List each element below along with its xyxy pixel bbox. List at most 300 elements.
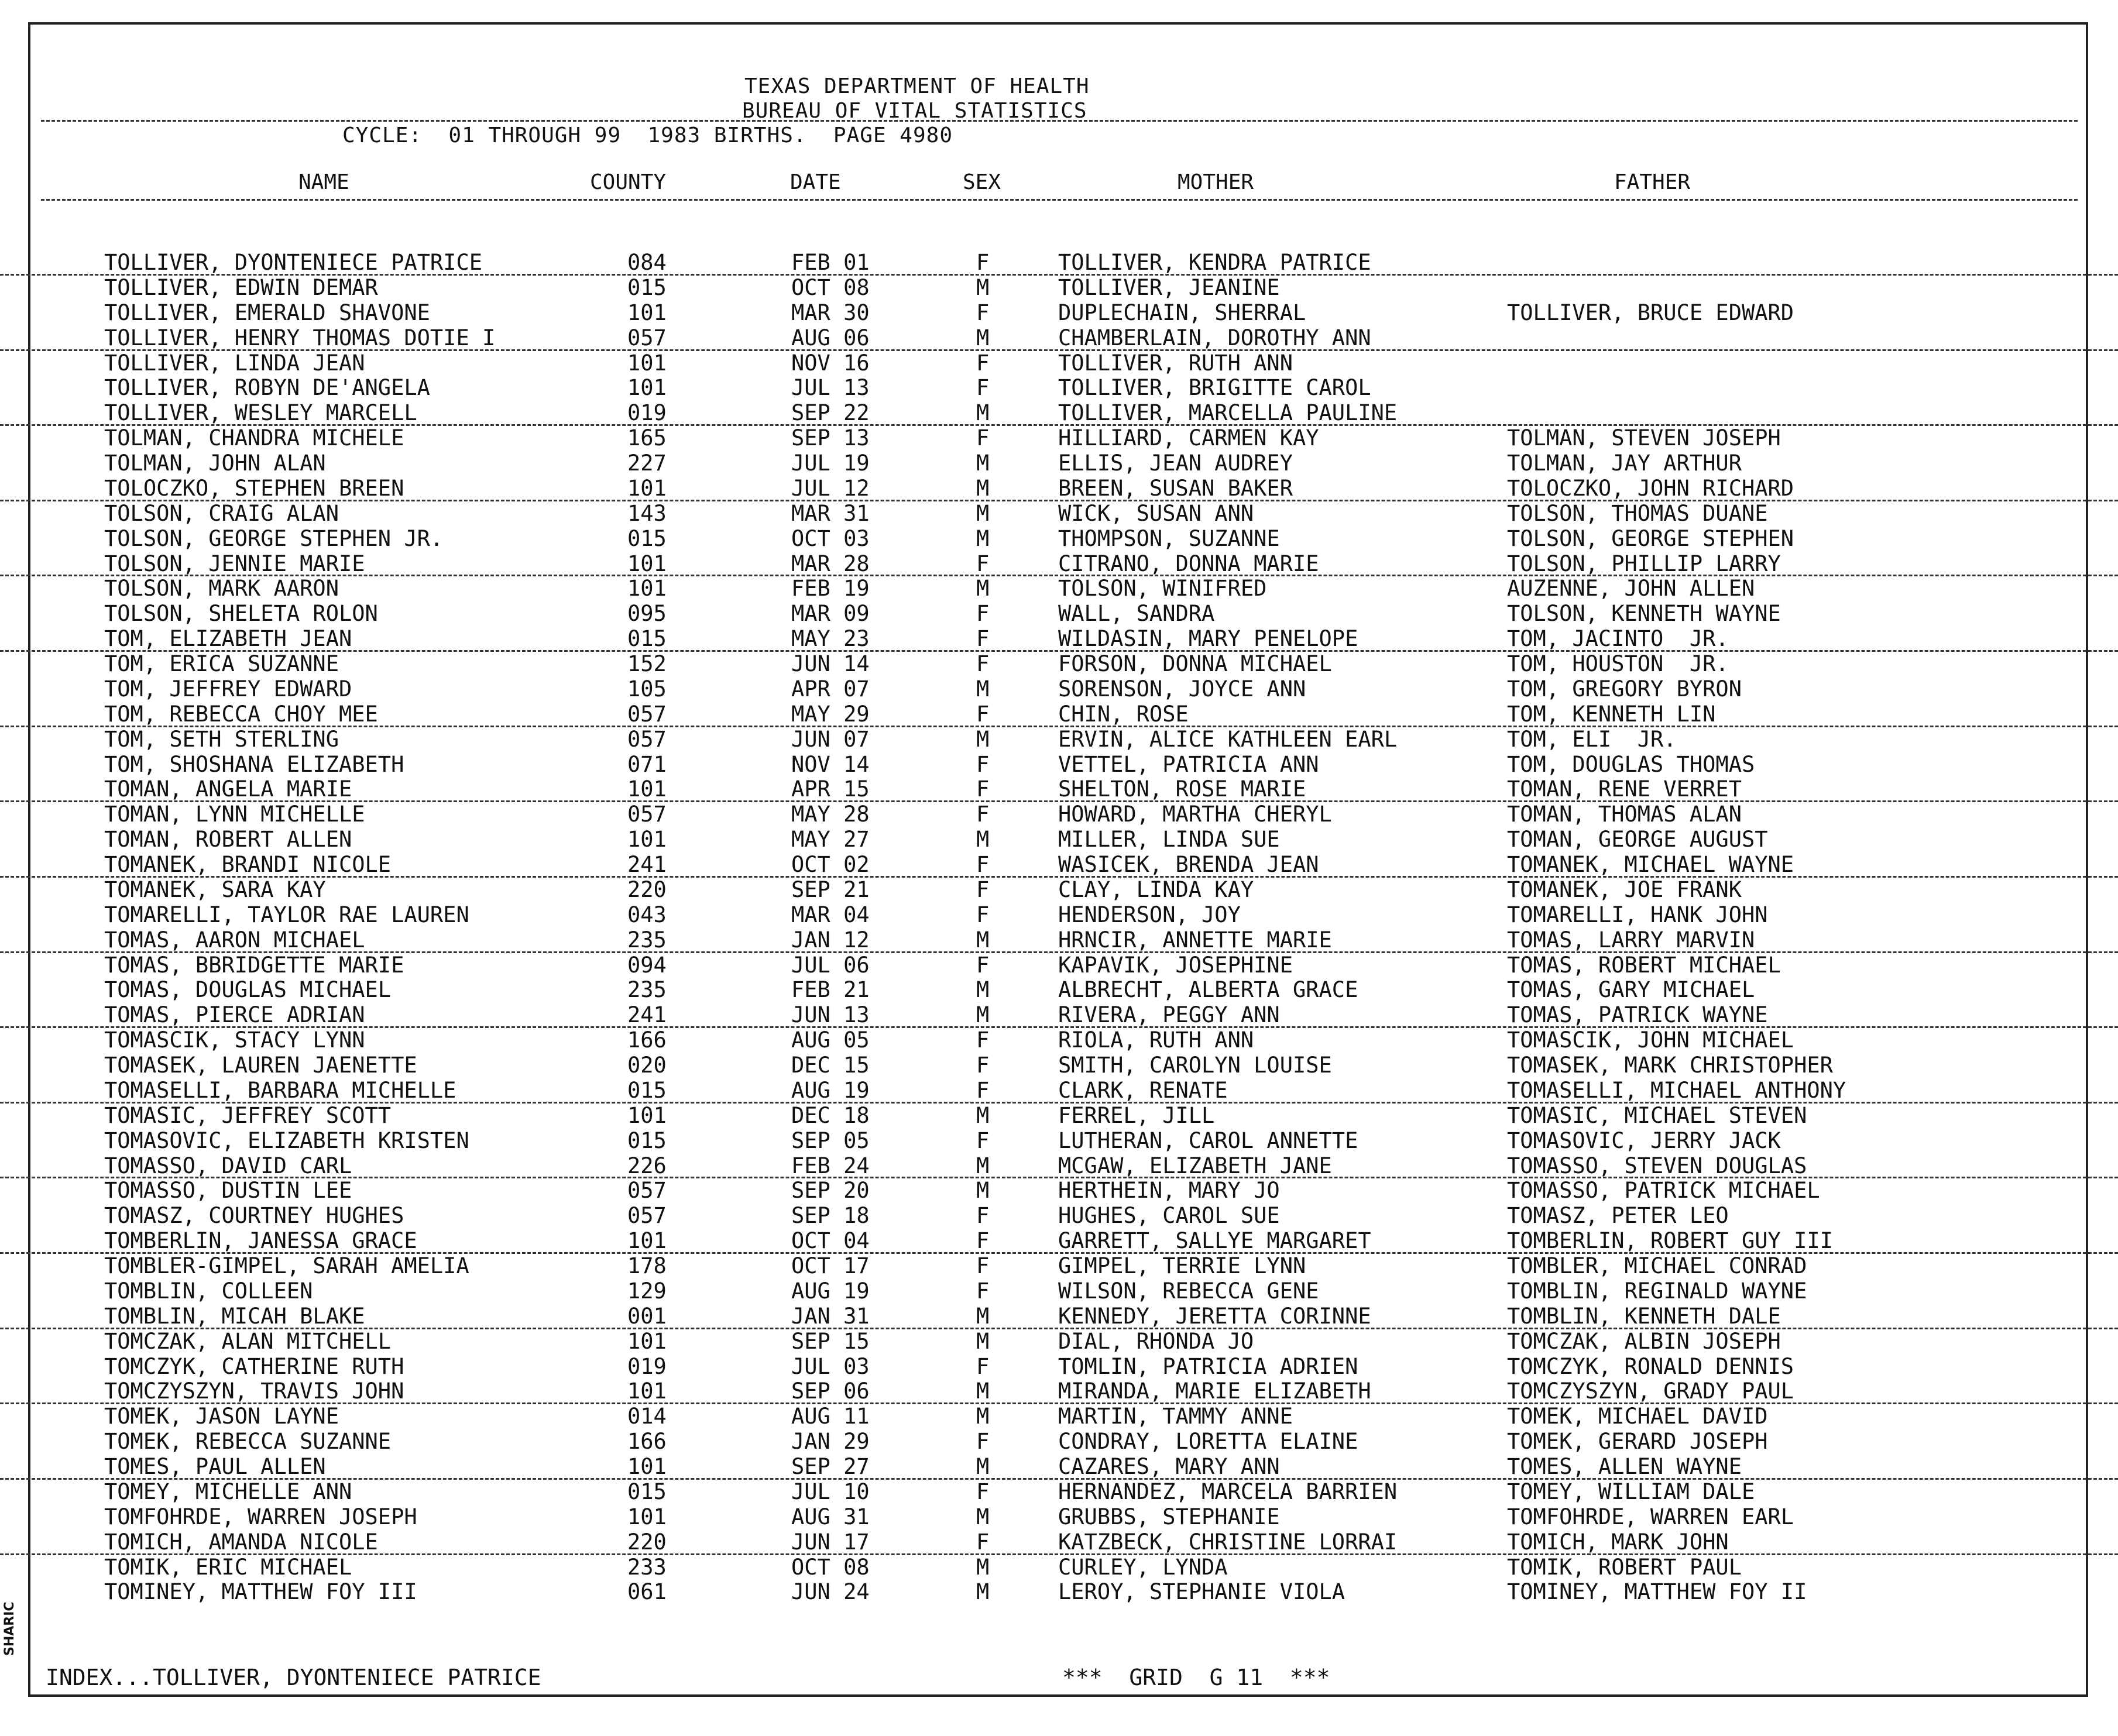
- cell-sex: M: [976, 827, 990, 852]
- cell-father: TOM, DOUGLAS THOMAS: [1507, 751, 1755, 777]
- table-row: [0, 476, 2118, 501]
- cell-sex: M: [976, 400, 990, 426]
- cell-county: 057: [627, 325, 667, 350]
- cell-county: 101: [627, 375, 667, 401]
- cell-sex: F: [976, 425, 990, 451]
- cell-name: TOLSON, MARK AARON: [104, 576, 339, 601]
- cell-name: TOMASSO, DUSTIN LEE: [104, 1178, 352, 1204]
- cell-county: 129: [627, 1278, 667, 1304]
- cell-father: TOMASEK, MARK CHRISTOPHER: [1507, 1053, 1833, 1078]
- cell-sex: M: [976, 1328, 990, 1354]
- cell-sex: F: [976, 1127, 990, 1153]
- cell-mother: DUPLECHAIN, SHERRAL: [1058, 300, 1306, 325]
- table-row: [0, 1178, 2118, 1204]
- cell-date: JAN 31: [791, 1303, 870, 1329]
- cell-sex: M: [976, 1153, 990, 1178]
- cell-date: SEP 20: [791, 1178, 870, 1204]
- cell-name: TOLMAN, JOHN ALAN: [104, 451, 326, 476]
- cell-name: TOLMAN, CHANDRA MICHELE: [104, 425, 404, 451]
- table-row: [0, 1254, 2118, 1279]
- cell-name: TOMAS, DOUGLAS MICHAEL: [104, 977, 392, 1003]
- cell-county: 235: [627, 927, 667, 953]
- cell-county: 101: [627, 1328, 667, 1354]
- cell-mother: TOLLIVER, BRIGITTE CAROL: [1058, 375, 1371, 401]
- cell-date: FEB 24: [791, 1153, 870, 1178]
- cell-date: DEC 15: [791, 1053, 870, 1078]
- table-row: [0, 802, 2118, 827]
- table-row: [0, 1555, 2118, 1580]
- cell-name: TOMASCIK, STACY LYNN: [104, 1027, 365, 1053]
- cell-county: 101: [627, 576, 667, 601]
- cell-sex: M: [976, 1102, 990, 1128]
- cell-name: TOMEK, JASON LAYNE: [104, 1404, 339, 1429]
- table-row: [0, 878, 2118, 903]
- cell-sex: M: [976, 325, 990, 350]
- cell-county: 057: [627, 1203, 667, 1229]
- table-row: [0, 601, 2118, 627]
- cell-sex: F: [976, 1253, 990, 1278]
- cell-father: TOMICH, MARK JOHN: [1507, 1529, 1729, 1555]
- cell-mother: HERNANDEZ, MARCELA BARRIEN: [1058, 1479, 1398, 1504]
- cell-sex: F: [976, 1353, 990, 1379]
- cell-sex: M: [976, 676, 990, 702]
- records-table: [0, 250, 2118, 1605]
- cell-father: TOLMAN, JAY ARTHUR: [1507, 451, 1742, 476]
- cell-father: TOLSON, PHILLIP LARRY: [1507, 551, 1781, 576]
- cell-county: 043: [627, 902, 667, 927]
- cell-father: TOM, GREGORY BYRON: [1507, 676, 1742, 702]
- cell-county: 220: [627, 876, 667, 902]
- cell-date: NOV 16: [791, 350, 870, 376]
- cell-date: OCT 08: [791, 1554, 870, 1580]
- cell-name: TOMASOVIC, ELIZABETH KRISTEN: [104, 1127, 469, 1153]
- table-row: [0, 1505, 2118, 1530]
- cell-county: 084: [627, 250, 667, 275]
- cell-sex: M: [976, 274, 990, 300]
- cell-father: TOMASSO, PATRICK MICHAEL: [1507, 1178, 1820, 1204]
- cell-mother: LUTHERAN, CAROL ANNETTE: [1058, 1127, 1358, 1153]
- cell-father: TOMAS, ROBERT MICHAEL: [1507, 952, 1781, 978]
- cell-date: DEC 18: [791, 1102, 870, 1128]
- cell-father: TOMASELLI, MICHAEL ANTHONY: [1507, 1077, 1846, 1103]
- cell-name: TOMAN, ANGELA MARIE: [104, 776, 352, 802]
- cell-sex: M: [976, 475, 990, 501]
- cell-mother: CITRANO, DONNA MARIE: [1058, 551, 1319, 576]
- cell-mother: CHAMBERLAIN, DOROTHY ANN: [1058, 325, 1371, 350]
- table-row: [0, 1379, 2118, 1404]
- cell-sex: F: [976, 751, 990, 777]
- cell-name: TOLOCZKO, STEPHEN BREEN: [104, 475, 404, 501]
- column-header-mother: MOTHER: [1178, 170, 1254, 194]
- header-rule: [41, 120, 2078, 122]
- table-row: [0, 852, 2118, 878]
- cell-father: TOMASCIK, JOHN MICHAEL: [1507, 1027, 1794, 1053]
- table-row: [0, 576, 2118, 601]
- cell-mother: WILSON, REBECCA GENE: [1058, 1278, 1319, 1304]
- cell-mother: CURLEY, LYNDA: [1058, 1554, 1228, 1580]
- cell-mother: HERTHEIN, MARY JO: [1058, 1178, 1280, 1204]
- cell-date: JUN 14: [791, 651, 870, 676]
- cell-sex: M: [976, 726, 990, 752]
- cell-county: 226: [627, 1153, 667, 1178]
- cell-date: SEP 06: [791, 1379, 870, 1404]
- cell-mother: WASICEK, BRENDA JEAN: [1058, 852, 1319, 877]
- cell-mother: MARTIN, TAMMY ANNE: [1058, 1404, 1293, 1429]
- sharic-stamp: SHARIC: [2, 1601, 17, 1656]
- cell-county: 071: [627, 751, 667, 777]
- cell-sex: M: [976, 927, 990, 953]
- cell-county: 061: [627, 1579, 667, 1605]
- cell-father: TOMASIC, MICHAEL STEVEN: [1507, 1102, 1807, 1128]
- cell-county: 241: [627, 852, 667, 877]
- table-row: [0, 501, 2118, 527]
- cell-name: TOMASSO, DAVID CARL: [104, 1153, 352, 1178]
- cell-father: TOLOCZKO, JOHN RICHARD: [1507, 475, 1794, 501]
- cell-date: AUG 19: [791, 1278, 870, 1304]
- index-footer: INDEX...TOLLIVER, DYONTENIECE PATRICE: [46, 1665, 541, 1690]
- cell-county: 101: [627, 1379, 667, 1404]
- cycle-line: CYCLE: 01 THROUGH 99 1983 BIRTHS. PAGE 4980: [342, 123, 953, 147]
- cell-date: MAR 31: [791, 500, 870, 526]
- agency-title: TEXAS DEPARTMENT OF HEALTH: [744, 74, 1090, 98]
- table-row: [0, 301, 2118, 326]
- cell-county: 101: [627, 1102, 667, 1128]
- cell-name: TOM, JEFFREY EDWARD: [104, 676, 352, 702]
- cell-mother: TOLLIVER, KENDRA PATRICE: [1058, 250, 1371, 275]
- table-row: [0, 1304, 2118, 1329]
- cell-sex: M: [976, 1404, 990, 1429]
- cell-father: TOMAS, PATRICK WAYNE: [1507, 1002, 1768, 1028]
- cell-sex: F: [976, 701, 990, 727]
- cell-sex: M: [976, 500, 990, 526]
- cell-father: TOLMAN, STEVEN JOSEPH: [1507, 425, 1781, 451]
- table-row: [0, 1154, 2118, 1179]
- cell-father: TOMINEY, MATTHEW FOY II: [1507, 1579, 1807, 1605]
- cell-father: TOLSON, THOMAS DUANE: [1507, 500, 1768, 526]
- table-row: [0, 1229, 2118, 1254]
- table-row: [0, 777, 2118, 802]
- cell-date: JUL 13: [791, 375, 870, 401]
- cell-sex: M: [976, 1579, 990, 1605]
- table-row: [0, 1129, 2118, 1154]
- cell-mother: HENDERSON, JOY: [1058, 902, 1241, 927]
- cell-sex: F: [976, 350, 990, 376]
- cell-date: FEB 01: [791, 250, 870, 275]
- cell-mother: KATZBECK, CHRISTINE LORRAI: [1058, 1529, 1398, 1555]
- cell-date: JUN 07: [791, 726, 870, 752]
- cell-sex: F: [976, 551, 990, 576]
- table-row: [0, 1530, 2118, 1555]
- cell-date: JUL 19: [791, 451, 870, 476]
- cell-name: TOLLIVER, HENRY THOMAS DOTIE I: [104, 325, 496, 350]
- cell-father: TOMAN, THOMAS ALAN: [1507, 802, 1742, 827]
- cell-date: MAY 29: [791, 701, 870, 727]
- cell-date: JUN 17: [791, 1529, 870, 1555]
- cell-county: 015: [627, 626, 667, 652]
- cell-name: TOM, SHOSHANA ELIZABETH: [104, 751, 404, 777]
- cell-father: TOMBERLIN, ROBERT GUY III: [1507, 1228, 1833, 1254]
- cell-mother: LEROY, STEPHANIE VIOLA: [1058, 1579, 1345, 1605]
- cell-mother: FERREL, JILL: [1058, 1102, 1215, 1128]
- cell-sex: M: [976, 1303, 990, 1329]
- cell-father: TOMBLER, MICHAEL CONRAD: [1507, 1253, 1807, 1278]
- cell-name: TOMFOHRDE, WARREN JOSEPH: [104, 1504, 417, 1529]
- cell-mother: ERVIN, ALICE KATHLEEN EARL: [1058, 726, 1398, 752]
- cell-sex: F: [976, 601, 990, 627]
- cell-mother: HUGHES, CAROL SUE: [1058, 1203, 1280, 1229]
- cell-name: TOMANEK, BRANDI NICOLE: [104, 852, 392, 877]
- cell-date: APR 07: [791, 676, 870, 702]
- cell-name: TOMEK, REBECCA SUZANNE: [104, 1429, 392, 1455]
- cell-county: 143: [627, 500, 667, 526]
- cell-name: TOLLIVER, ROBYN DE'ANGELA: [104, 375, 430, 401]
- cell-mother: HILLIARD, CARMEN KAY: [1058, 425, 1319, 451]
- cell-date: OCT 03: [791, 525, 870, 551]
- cell-county: 101: [627, 475, 667, 501]
- cell-date: JUN 24: [791, 1579, 870, 1605]
- table-row: [0, 1329, 2118, 1355]
- cell-date: JUL 12: [791, 475, 870, 501]
- cell-mother: SORENSON, JOYCE ANN: [1058, 676, 1306, 702]
- cell-mother: MCGAW, ELIZABETH JANE: [1058, 1153, 1332, 1178]
- cell-mother: TOLLIVER, RUTH ANN: [1058, 350, 1293, 376]
- table-row: [0, 1429, 2118, 1455]
- cell-name: TOMASZ, COURTNEY HUGHES: [104, 1203, 404, 1229]
- cell-name: TOMAN, ROBERT ALLEN: [104, 827, 352, 852]
- cell-name: TOMAS, BBRIDGETTE MARIE: [104, 952, 404, 978]
- cell-date: JUL 03: [791, 1353, 870, 1379]
- table-row: [0, 1355, 2118, 1380]
- cell-father: TOMASOVIC, JERRY JACK: [1507, 1127, 1781, 1153]
- cell-name: TOLLIVER, LINDA JEAN: [104, 350, 365, 376]
- cell-father: TOMIK, ROBERT PAUL: [1507, 1554, 1742, 1580]
- cell-name: TOLLIVER, EMERALD SHAVONE: [104, 300, 430, 325]
- cell-father: TOMBLIN, KENNETH DALE: [1507, 1303, 1781, 1329]
- table-row: [0, 1204, 2118, 1229]
- table-row: [0, 1455, 2118, 1480]
- cell-date: MAR 04: [791, 902, 870, 927]
- cell-date: OCT 17: [791, 1253, 870, 1278]
- table-row: [0, 1028, 2118, 1053]
- cell-county: 220: [627, 1529, 667, 1555]
- cell-sex: F: [976, 375, 990, 401]
- cell-county: 057: [627, 701, 667, 727]
- column-header-date: DATE: [790, 170, 841, 194]
- cell-father: TOMFOHRDE, WARREN EARL: [1507, 1504, 1794, 1529]
- table-row: [0, 1003, 2118, 1028]
- cell-date: MAR 09: [791, 601, 870, 627]
- cell-date: AUG 05: [791, 1027, 870, 1053]
- cell-father: TOMEK, GERARD JOSEPH: [1507, 1429, 1768, 1455]
- cell-sex: F: [976, 626, 990, 652]
- cell-name: TOLLIVER, EDWIN DEMAR: [104, 274, 378, 300]
- cell-name: TOLLIVER, WESLEY MARCELL: [104, 400, 417, 426]
- cell-father: TOMCZYK, RONALD DENNIS: [1507, 1353, 1794, 1379]
- column-header-father: FATHER: [1614, 170, 1691, 194]
- cell-mother: TOMLIN, PATRICIA ADRIEN: [1058, 1353, 1358, 1379]
- cell-sex: M: [976, 1002, 990, 1028]
- cell-date: MAY 28: [791, 802, 870, 827]
- cell-date: SEP 21: [791, 876, 870, 902]
- cell-father: TOM, ELI JR.: [1507, 726, 1677, 752]
- cell-name: TOMAN, LYNN MICHELLE: [104, 802, 365, 827]
- cell-date: OCT 08: [791, 274, 870, 300]
- cell-sex: F: [976, 1429, 990, 1455]
- cell-sex: F: [976, 1203, 990, 1229]
- cell-county: 015: [627, 1127, 667, 1153]
- cell-date: AUG 11: [791, 1404, 870, 1429]
- table-row: [0, 351, 2118, 376]
- cell-county: 020: [627, 1053, 667, 1078]
- cell-father: TOMCZYSZYN, GRADY PAUL: [1507, 1379, 1794, 1404]
- cell-name: TOMASELLI, BARBARA MICHELLE: [104, 1077, 456, 1103]
- cell-sex: F: [976, 1479, 990, 1504]
- cell-name: TOMCZAK, ALAN MITCHELL: [104, 1328, 392, 1354]
- cell-name: TOMCZYK, CATHERINE RUTH: [104, 1353, 404, 1379]
- cell-father: TOMAS, GARY MICHAEL: [1507, 977, 1755, 1003]
- table-row: [0, 1053, 2118, 1078]
- cell-county: 019: [627, 400, 667, 426]
- table-row: [0, 1078, 2118, 1104]
- cell-county: 227: [627, 451, 667, 476]
- cell-name: TOMANEK, SARA KAY: [104, 876, 326, 902]
- cell-name: TOLSON, CRAIG ALAN: [104, 500, 339, 526]
- table-row: [0, 451, 2118, 476]
- cell-father: TOLSON, GEORGE STEPHEN: [1507, 525, 1794, 551]
- cell-date: JAN 12: [791, 927, 870, 953]
- cell-sex: M: [976, 451, 990, 476]
- cell-mother: BREEN, SUSAN BAKER: [1058, 475, 1293, 501]
- cell-county: 015: [627, 1479, 667, 1504]
- cell-mother: CHIN, ROSE: [1058, 701, 1189, 727]
- cell-county: 101: [627, 827, 667, 852]
- cell-name: TOLSON, GEORGE STEPHEN JR.: [104, 525, 444, 551]
- cell-father: TOMBLIN, REGINALD WAYNE: [1507, 1278, 1807, 1304]
- cell-mother: HOWARD, MARTHA CHERYL: [1058, 802, 1332, 827]
- table-row: [0, 527, 2118, 552]
- cell-county: 095: [627, 601, 667, 627]
- cell-father: TOMES, ALLEN WAYNE: [1507, 1454, 1742, 1479]
- cell-father: TOM, KENNETH LIN: [1507, 701, 1716, 727]
- cell-father: TOM, HOUSTON JR.: [1507, 651, 1729, 676]
- cell-mother: KENNEDY, JERETTA CORINNE: [1058, 1303, 1371, 1329]
- cell-county: 165: [627, 425, 667, 451]
- cell-county: 233: [627, 1554, 667, 1580]
- cell-mother: DIAL, RHONDA JO: [1058, 1328, 1254, 1354]
- column-header-sex: SEX: [963, 170, 1001, 194]
- cell-sex: M: [976, 977, 990, 1003]
- table-row: [0, 1104, 2118, 1129]
- cell-date: SEP 15: [791, 1328, 870, 1354]
- cell-county: 178: [627, 1253, 667, 1278]
- table-row: [0, 827, 2118, 852]
- cell-name: TOMES, PAUL ALLEN: [104, 1454, 326, 1479]
- cell-sex: M: [976, 1504, 990, 1529]
- table-row: [0, 627, 2118, 652]
- cell-name: TOLSON, JENNIE MARIE: [104, 551, 365, 576]
- cell-county: 015: [627, 274, 667, 300]
- cell-mother: WILDASIN, MARY PENELOPE: [1058, 626, 1358, 652]
- cell-sex: F: [976, 952, 990, 978]
- table-row: [0, 928, 2118, 953]
- cell-mother: MILLER, LINDA SUE: [1058, 827, 1280, 852]
- cell-date: AUG 06: [791, 325, 870, 350]
- table-row: [0, 677, 2118, 702]
- table-row: [0, 727, 2118, 752]
- table-row: [0, 1404, 2118, 1429]
- cell-sex: F: [976, 902, 990, 927]
- cell-mother: TOLLIVER, MARCELLA PAULINE: [1058, 400, 1398, 426]
- cell-mother: GRUBBS, STEPHANIE: [1058, 1504, 1280, 1529]
- column-header-county: COUNTY: [590, 170, 667, 194]
- table-row: [0, 401, 2118, 426]
- cell-county: 235: [627, 977, 667, 1003]
- column-header-name: NAME: [298, 170, 349, 194]
- cell-county: 015: [627, 1077, 667, 1103]
- cell-mother: RIVERA, PEGGY ANN: [1058, 1002, 1280, 1028]
- cell-name: TOMASEK, LAUREN JAENETTE: [104, 1053, 417, 1078]
- cell-father: TOMEK, MICHAEL DAVID: [1507, 1404, 1768, 1429]
- table-row: [0, 326, 2118, 351]
- cell-name: TOMEY, MICHELLE ANN: [104, 1479, 352, 1504]
- cell-county: 057: [627, 802, 667, 827]
- cell-name: TOLSON, SHELETA ROLON: [104, 601, 378, 627]
- cell-mother: WALL, SANDRA: [1058, 601, 1215, 627]
- cell-date: SEP 13: [791, 425, 870, 451]
- cell-mother: CLARK, RENATE: [1058, 1077, 1228, 1103]
- cell-date: SEP 27: [791, 1454, 870, 1479]
- cell-mother: ALBRECHT, ALBERTA GRACE: [1058, 977, 1358, 1003]
- table-row: [0, 978, 2118, 1003]
- cell-sex: M: [976, 1379, 990, 1404]
- cell-sex: F: [976, 876, 990, 902]
- table-row: [0, 752, 2118, 778]
- cell-mother: VETTEL, PATRICIA ANN: [1058, 751, 1319, 777]
- cell-county: 241: [627, 1002, 667, 1028]
- table-row: [0, 953, 2118, 978]
- table-row: [0, 1480, 2118, 1505]
- cell-county: 001: [627, 1303, 667, 1329]
- cell-name: TOMAS, PIERCE ADRIAN: [104, 1002, 365, 1028]
- cell-date: MAR 28: [791, 551, 870, 576]
- cell-county: 101: [627, 300, 667, 325]
- cell-date: AUG 31: [791, 1504, 870, 1529]
- cell-mother: GARRETT, SALLYE MARGARET: [1058, 1228, 1371, 1254]
- table-row: [0, 426, 2118, 451]
- cell-mother: MIRANDA, MARIE ELIZABETH: [1058, 1379, 1371, 1404]
- cell-sex: F: [976, 1278, 990, 1304]
- cell-name: TOMCZYSZYN, TRAVIS JOHN: [104, 1379, 404, 1404]
- cell-county: 166: [627, 1429, 667, 1455]
- cell-date: MAY 27: [791, 827, 870, 852]
- cell-date: JAN 29: [791, 1429, 870, 1455]
- cell-mother: GIMPEL, TERRIE LYNN: [1058, 1253, 1306, 1278]
- cell-name: TOMBLER-GIMPEL, SARAH AMELIA: [104, 1253, 469, 1278]
- cell-mother: HRNCIR, ANNETTE MARIE: [1058, 927, 1332, 953]
- cell-county: 101: [627, 350, 667, 376]
- cell-father: TOMEY, WILLIAM DALE: [1507, 1479, 1755, 1504]
- cell-sex: M: [976, 525, 990, 551]
- cell-date: SEP 18: [791, 1203, 870, 1229]
- cell-sex: F: [976, 300, 990, 325]
- cell-sex: F: [976, 1053, 990, 1078]
- cell-name: TOMBLIN, COLLEEN: [104, 1278, 313, 1304]
- cell-name: TOMICH, AMANDA NICOLE: [104, 1529, 378, 1555]
- cell-sex: F: [976, 776, 990, 802]
- cell-county: 101: [627, 551, 667, 576]
- table-row: [0, 552, 2118, 577]
- cell-date: MAY 23: [791, 626, 870, 652]
